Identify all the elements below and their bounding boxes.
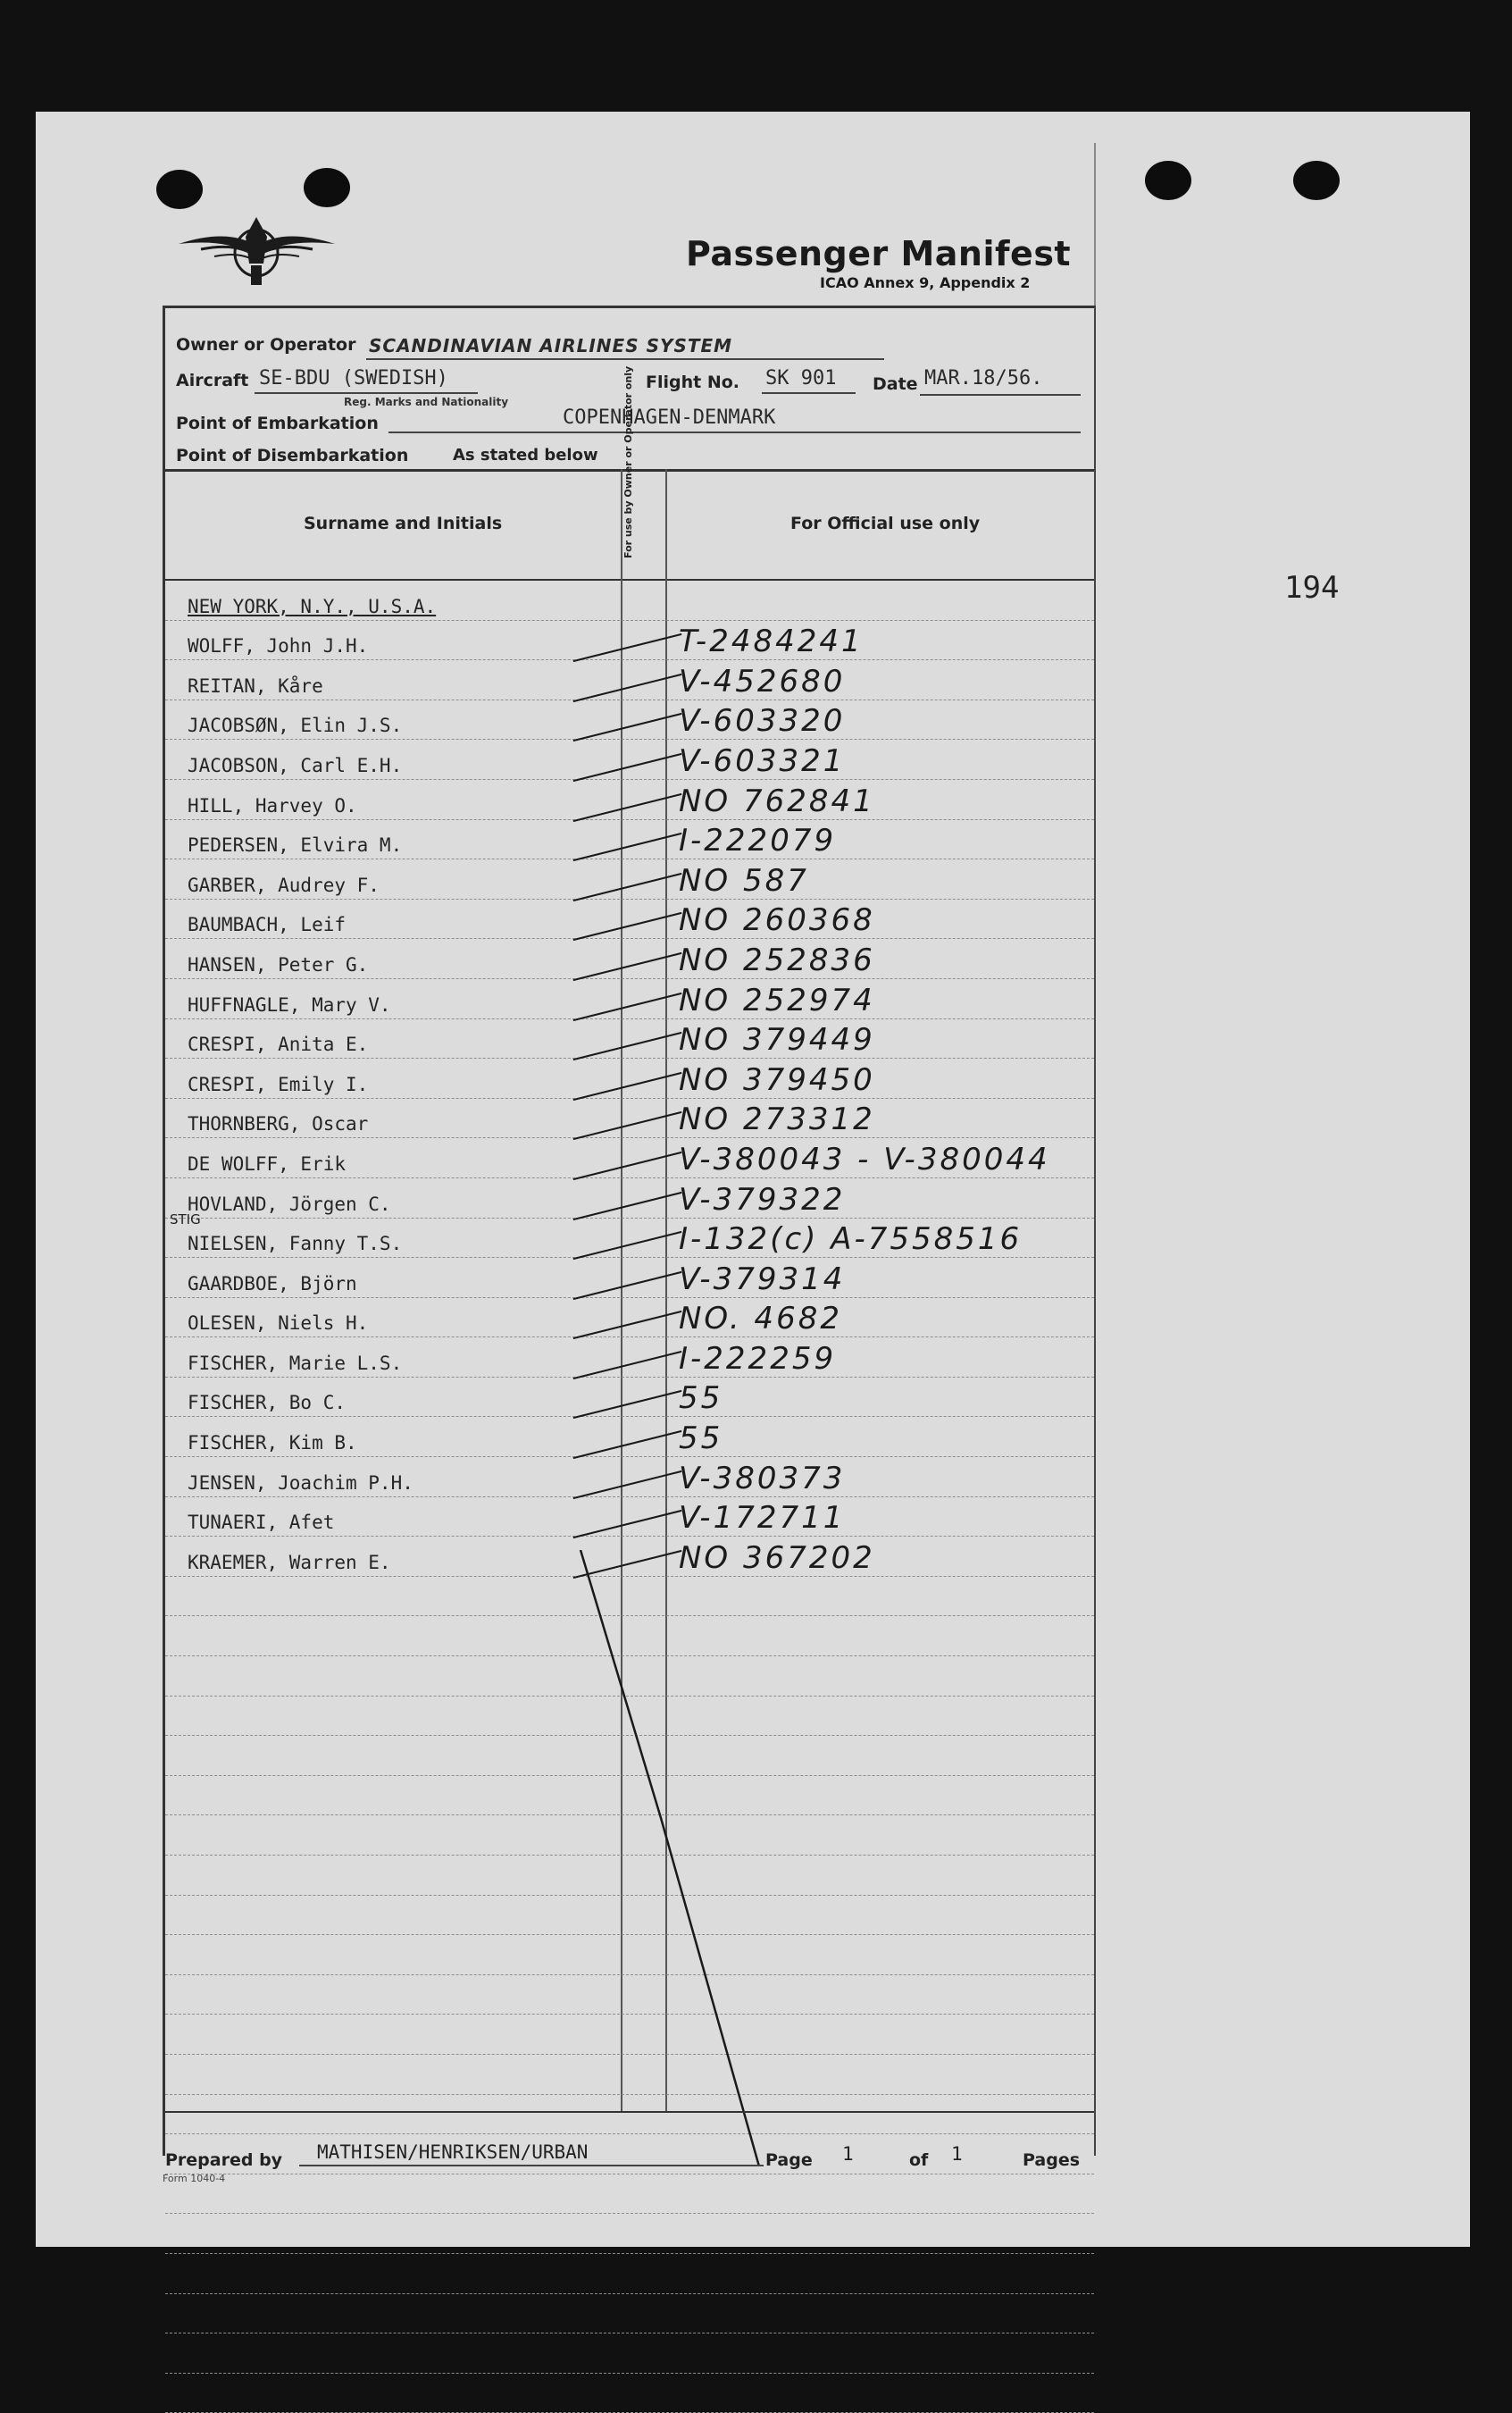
check-mark xyxy=(573,1152,682,1180)
reg-marks-note: Reg. Marks and Nationality xyxy=(344,396,509,408)
official-entry: T-2484241 xyxy=(679,624,864,660)
check-mark xyxy=(573,1032,682,1060)
passenger-row xyxy=(165,1298,1094,1338)
passenger-name: GAARDBOE, Björn xyxy=(188,1272,357,1294)
official-entry: V-380373 xyxy=(679,1460,846,1496)
official-entry: NO 587 xyxy=(679,862,809,899)
check-mark xyxy=(573,753,682,782)
check-mark xyxy=(573,1470,682,1499)
prepared-by-value: MATHISEN/HENRIKSEN/URBAN xyxy=(317,2141,589,2163)
passenger-row xyxy=(165,1457,1094,1497)
punch-hole xyxy=(1293,161,1340,200)
passenger-row xyxy=(165,621,1094,661)
document-title: Passenger Manifest xyxy=(686,234,1072,273)
official-entry: 55 xyxy=(679,1380,723,1417)
aircraft-label: Aircraft xyxy=(176,371,249,390)
check-mark xyxy=(573,952,682,981)
check-mark xyxy=(573,1430,682,1459)
official-entry: NO 379449 xyxy=(679,1022,875,1059)
check-mark xyxy=(573,792,682,821)
passenger-row xyxy=(165,2214,1094,2254)
check-mark xyxy=(573,833,682,861)
check-mark xyxy=(573,1191,682,1219)
passenger-name: FISCHER, Marie L.S. xyxy=(188,1352,403,1374)
official-entry: I-132(c) A-7558516 xyxy=(679,1221,1023,1258)
document-subtitle: ICAO Annex 9, Appendix 2 xyxy=(820,274,1031,291)
of-total-value: 1 xyxy=(951,2143,963,2165)
embarkation-value: COPENHAGEN-DENMARK xyxy=(563,406,776,429)
passenger-row xyxy=(165,1059,1094,1099)
passenger-name: CRESPI, Anita E. xyxy=(188,1034,369,1056)
aircraft-value: SE-BDU (SWEDISH) xyxy=(259,367,448,390)
passenger-row xyxy=(165,2333,1094,2374)
flight-value: SK 901 xyxy=(765,367,837,390)
passenger-row xyxy=(165,1099,1094,1139)
passenger-row xyxy=(165,2294,1094,2334)
check-mark xyxy=(573,633,682,662)
cancel-line xyxy=(576,1550,773,2166)
check-mark xyxy=(573,873,682,901)
passenger-name: PEDERSEN, Elvira M. xyxy=(188,834,403,857)
date-value: MAR.18/56. xyxy=(924,367,1043,390)
owner-use-column-header: For use by Owner or Operator only xyxy=(622,365,634,558)
form-code: Form 1040-4 xyxy=(163,2173,226,2184)
page-value: 1 xyxy=(842,2143,854,2165)
passenger-row xyxy=(165,939,1094,979)
check-mark xyxy=(573,1390,682,1419)
passenger-row xyxy=(165,1378,1094,1418)
passenger-name: CRESPI, Emily I. xyxy=(188,1073,369,1095)
owner-underline xyxy=(366,358,884,360)
owner-label: Owner or Operator xyxy=(176,335,356,355)
passenger-row xyxy=(165,1178,1094,1219)
punch-hole xyxy=(156,170,203,209)
official-entry: NO 252836 xyxy=(679,942,875,978)
official-entry: I-222259 xyxy=(679,1340,837,1377)
disembarkation-value: As stated below xyxy=(453,446,598,465)
passenger-row xyxy=(165,2254,1094,2294)
passenger-name: DE WOLFF, Erik xyxy=(188,1152,347,1175)
passenger-row xyxy=(165,660,1094,700)
check-mark xyxy=(573,674,682,702)
handwritten-note: STIG xyxy=(170,1211,201,1227)
official-entry: V-379314 xyxy=(679,1261,846,1297)
check-mark xyxy=(573,1271,682,1300)
official-entry: V-603320 xyxy=(679,703,846,740)
passenger-row xyxy=(165,979,1094,1019)
official-entry: V-380043 - V-380044 xyxy=(679,1141,1050,1177)
passenger-row xyxy=(165,1019,1094,1060)
footer-divider xyxy=(165,2111,1094,2113)
punch-hole xyxy=(304,168,350,207)
destination-row xyxy=(165,581,1094,621)
official-entry: NO 260368 xyxy=(679,902,875,939)
passenger-name: HOVLAND, Jörgen C. xyxy=(188,1193,391,1215)
destination-name: NEW YORK, N.Y., U.S.A. xyxy=(188,595,437,617)
official-entry: V-452680 xyxy=(679,663,846,700)
pages-label: Pages xyxy=(1023,2150,1081,2170)
official-entry: NO 273312 xyxy=(679,1102,875,1138)
check-mark xyxy=(573,1351,682,1379)
disembarkation-label: Point of Disembarkation xyxy=(176,446,409,465)
passenger-row xyxy=(165,1138,1094,1178)
check-mark xyxy=(573,1111,682,1140)
surname-column-header: Surname and Initials xyxy=(304,514,503,533)
official-entry: NO 367202 xyxy=(679,1539,875,1576)
passenger-name: TUNAERI, Afet xyxy=(188,1512,335,1534)
passenger-row xyxy=(165,1211,1094,1259)
official-entry: NO. 4682 xyxy=(679,1301,842,1337)
passenger-row xyxy=(165,2374,1094,2413)
passenger-name: BAUMBACH, Leif xyxy=(188,914,347,936)
check-mark xyxy=(573,912,682,941)
passenger-row xyxy=(165,700,1094,741)
flight-underline xyxy=(762,392,856,394)
prepared-by-label: Prepared by xyxy=(165,2150,283,2170)
passenger-name: GARBER, Audrey F. xyxy=(188,874,380,896)
official-entry: V-172711 xyxy=(679,1500,846,1537)
airline-emblem-icon xyxy=(174,210,339,290)
passenger-row xyxy=(165,820,1094,860)
punch-hole xyxy=(1145,161,1191,200)
passenger-name: FISCHER, Bo C. xyxy=(188,1392,347,1414)
official-entry: NO 252974 xyxy=(679,982,875,1018)
passenger-row xyxy=(165,859,1094,900)
aircraft-underline xyxy=(255,392,478,394)
check-mark xyxy=(573,992,682,1020)
owner-value: SCANDINAVIAN AIRLINES SYSTEM xyxy=(369,335,733,356)
passenger-row xyxy=(165,2174,1094,2215)
passenger-name: HILL, Harvey O. xyxy=(188,794,357,817)
passenger-name: OLESEN, Niels H. xyxy=(188,1312,369,1335)
archive-page-stamp: 194 xyxy=(1284,570,1340,606)
check-mark xyxy=(573,1231,682,1260)
page-label: Page xyxy=(765,2150,813,2170)
official-entry: NO 762841 xyxy=(679,783,875,819)
flight-label: Flight No. xyxy=(646,373,740,392)
passenger-name: HANSEN, Peter G. xyxy=(188,953,369,976)
passenger-name: NIELSEN, Fanny T.S. xyxy=(188,1233,403,1255)
passenger-name: KRAEMER, Warren E. xyxy=(188,1551,391,1573)
passenger-name: JACOBSØN, Elin J.S. xyxy=(188,715,403,737)
date-underline xyxy=(920,394,1081,396)
passenger-row xyxy=(165,900,1094,940)
passenger-row xyxy=(165,1337,1094,1378)
passenger-name: FISCHER, Kim B. xyxy=(188,1432,357,1454)
date-label: Date xyxy=(873,374,918,394)
passenger-row xyxy=(165,1258,1094,1298)
check-mark xyxy=(573,1072,682,1101)
passenger-name: WOLFF, John J.H. xyxy=(188,635,369,658)
official-entry: NO 379450 xyxy=(679,1061,875,1098)
official-entry: V-603321 xyxy=(679,742,846,779)
passenger-row xyxy=(165,780,1094,820)
check-mark xyxy=(573,1510,682,1538)
check-mark xyxy=(573,1311,682,1339)
official-entry: 55 xyxy=(679,1420,723,1457)
official-entry: I-222079 xyxy=(679,823,837,859)
passenger-row xyxy=(165,1417,1094,1457)
of-label: of xyxy=(909,2150,929,2170)
official-use-column-header: For Official use only xyxy=(790,514,981,533)
passenger-name: JACOBSON, Carl E.H. xyxy=(188,754,403,776)
embarkation-underline xyxy=(388,431,1081,433)
manifest-form xyxy=(163,306,1096,2170)
prepared-by-underline xyxy=(299,2165,764,2166)
passenger-name: JENSEN, Joachim P.H. xyxy=(188,1471,414,1494)
passenger-name: REITAN, Kåre xyxy=(188,674,323,697)
passenger-row xyxy=(165,1497,1094,1537)
passenger-name: THORNBERG, Oscar xyxy=(188,1113,369,1135)
embarkation-label: Point of Embarkation xyxy=(176,414,379,433)
official-entry: V-379322 xyxy=(679,1181,846,1218)
check-mark xyxy=(573,713,682,741)
passenger-name: HUFFNAGLE, Mary V. xyxy=(188,993,391,1016)
passenger-row xyxy=(165,740,1094,780)
